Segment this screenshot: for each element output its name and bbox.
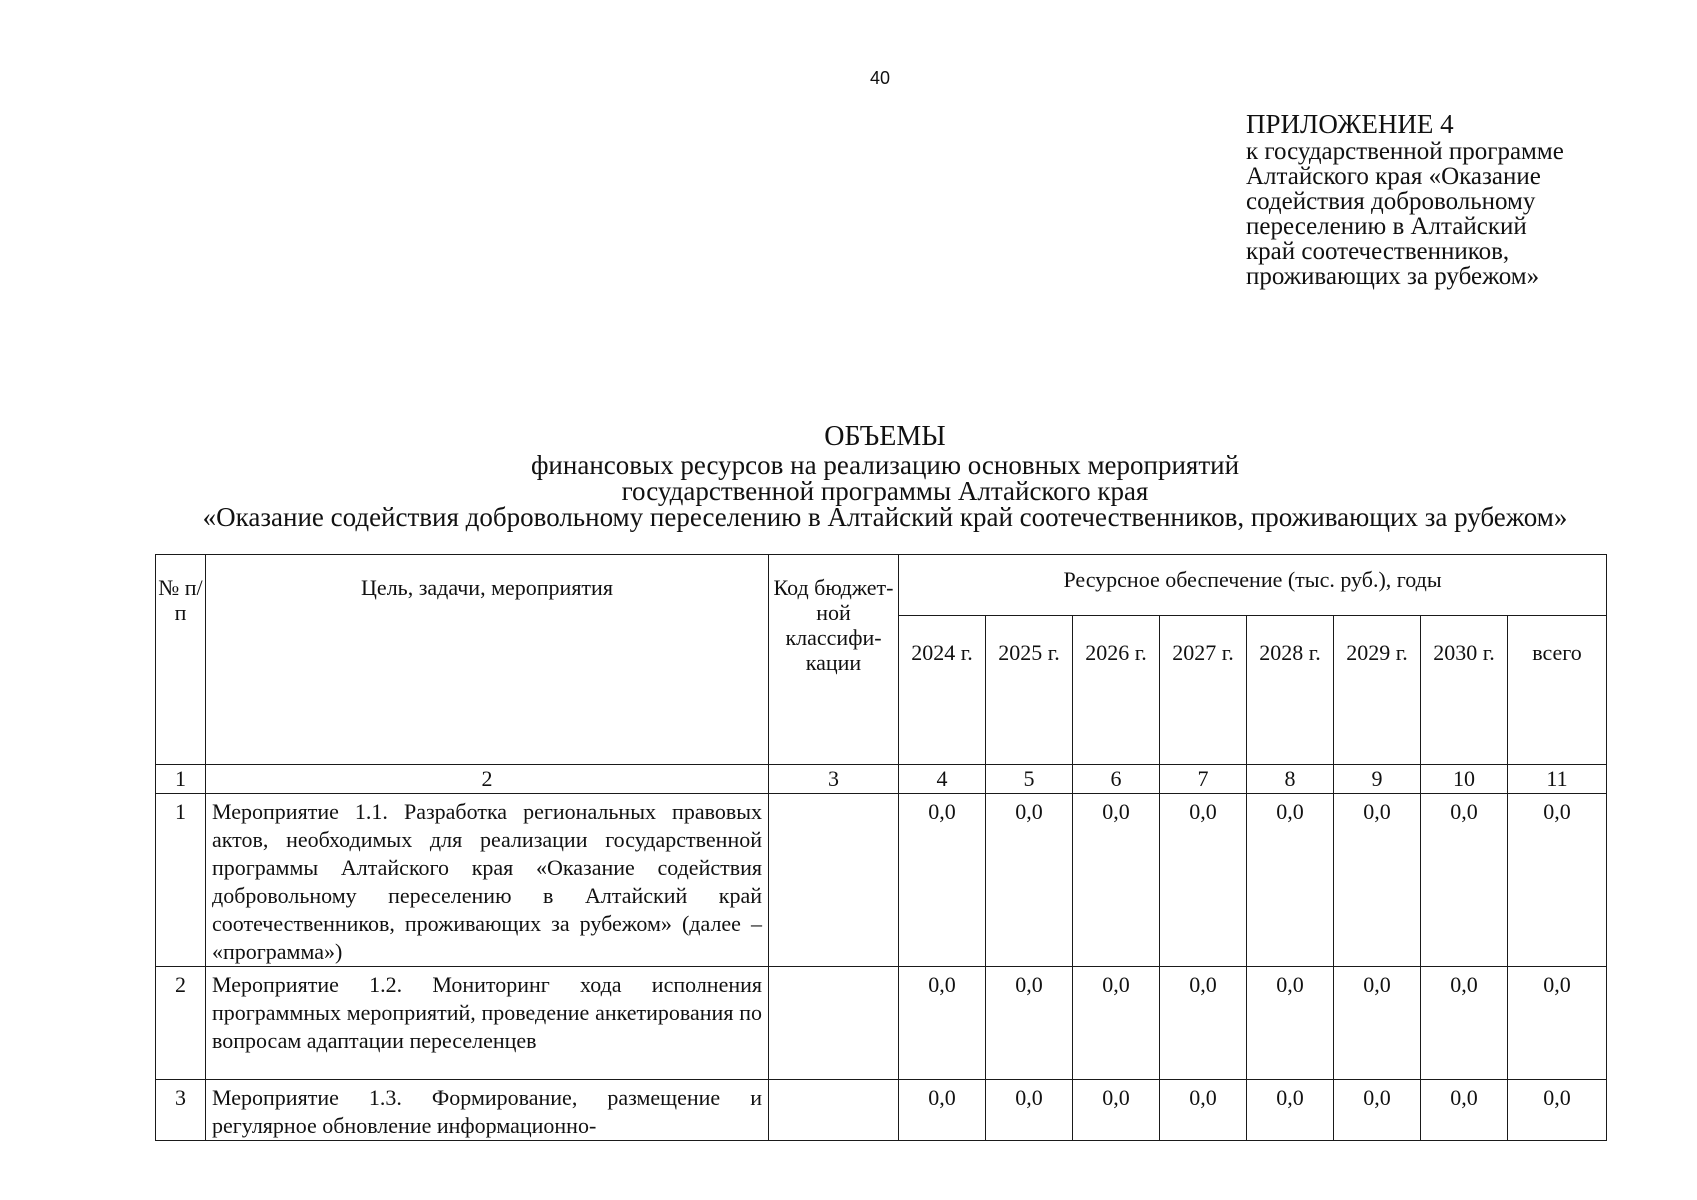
- row-value: 0,0: [1160, 967, 1247, 1080]
- row-number: 1: [156, 794, 206, 967]
- row-value: 0,0: [1247, 794, 1334, 967]
- row-value: 0,0: [986, 794, 1073, 967]
- appendix-line: край соотечественников,: [1246, 238, 1510, 265]
- column-number: 11: [1508, 765, 1607, 794]
- heading-line: финансовых ресурсов на реализацию основных мероприятий: [530, 450, 1240, 480]
- column-number: 9: [1334, 765, 1421, 794]
- appendix-line: к государственной программе: [1246, 138, 1564, 165]
- row-value: 0,0: [1334, 1080, 1421, 1141]
- row-value: 0,0: [1160, 1080, 1247, 1141]
- table-row: [156, 967, 1607, 1080]
- header-num: № п/п: [156, 555, 206, 765]
- column-number: 4: [899, 765, 986, 794]
- row-code: [769, 967, 899, 1080]
- appendix-title: ПРИЛОЖЕНИЕ 4: [1246, 109, 1454, 139]
- appendix-line: Алтайского края «Оказание: [1246, 163, 1541, 190]
- row-value: 0,0: [1247, 967, 1334, 1080]
- column-number: 10: [1421, 765, 1508, 794]
- appendix-block: [1246, 109, 1564, 290]
- row-value: 0,0: [986, 1080, 1073, 1141]
- heading-title: ОБЪЕМЫ: [824, 421, 946, 452]
- row-value: 0,0: [1247, 1080, 1334, 1141]
- heading-line: государственной программы Алтайского края: [621, 476, 1149, 506]
- row-value: 0,0: [1073, 794, 1160, 967]
- row-value: 0,0: [899, 1080, 986, 1141]
- financial-resources-table: [155, 554, 1607, 1141]
- column-number: 1: [156, 765, 206, 794]
- appendix-line: переселению в Алтайский: [1246, 213, 1527, 240]
- column-number-row: [156, 765, 1607, 794]
- row-code: [769, 1080, 899, 1141]
- document-heading: [150, 422, 1620, 530]
- header-year: 2027 г.: [1160, 616, 1247, 765]
- row-number: 3: [156, 1080, 206, 1141]
- row-description: Мероприятие 1.1. Разработка региональных правовых актов, необходимых для реализации государственной программы Алтайского края «Оказание содействия добровольному переселению в Алтайский край соотечественников, проживающих за рубежом» (далее – «программа»): [206, 794, 769, 967]
- header-year: 2025 г.: [986, 616, 1073, 765]
- row-value: 0,0: [1508, 794, 1607, 967]
- row-description: Мероприятие 1.3. Формирование, размещение и регулярное обновление информационно-: [206, 1080, 769, 1141]
- row-description: Мероприятие 1.2. Мониторинг хода исполнения программных мероприятий, проведение анкетирования по вопросам адаптации переселенцев: [206, 967, 769, 1080]
- header-resources: Ресурсное обеспечение (тыс. руб.), годы: [899, 555, 1607, 616]
- row-value: 0,0: [1334, 794, 1421, 967]
- column-number: 6: [1073, 765, 1160, 794]
- column-number: 8: [1247, 765, 1334, 794]
- row-value: 0,0: [1508, 967, 1607, 1080]
- header-total: всего: [1508, 616, 1607, 765]
- header-year: 2030 г.: [1421, 616, 1508, 765]
- header-year: 2028 г.: [1247, 616, 1334, 765]
- row-value: 0,0: [986, 967, 1073, 1080]
- row-value: 0,0: [1421, 794, 1508, 967]
- row-value: 0,0: [1073, 967, 1160, 1080]
- page-number: 40: [870, 68, 891, 88]
- row-value: 0,0: [1508, 1080, 1607, 1141]
- row-code: [769, 794, 899, 967]
- row-value: 0,0: [899, 794, 986, 967]
- appendix-line: содействия добровольному: [1246, 188, 1536, 215]
- header-code: Код бюджет-ной классифи-кации: [769, 555, 899, 765]
- row-value: 0,0: [1073, 1080, 1160, 1141]
- row-value: 0,0: [1160, 794, 1247, 967]
- column-number: 2: [206, 765, 769, 794]
- table-row: [156, 1080, 1607, 1141]
- row-value: 0,0: [1421, 967, 1508, 1080]
- column-number: 3: [769, 765, 899, 794]
- row-value: 0,0: [1334, 967, 1421, 1080]
- heading-line: «Оказание содействия добровольному переселению в Алтайский край соотечественников, проживающих за рубежом»: [202, 502, 1568, 532]
- appendix-line: проживающих за рубежом»: [1246, 263, 1540, 290]
- header-goal: Цель, задачи, мероприятия: [206, 555, 769, 765]
- column-number: 5: [986, 765, 1073, 794]
- header-year: 2024 г.: [899, 616, 986, 765]
- column-number: 7: [1160, 765, 1247, 794]
- row-number: 2: [156, 967, 206, 1080]
- row-value: 0,0: [899, 967, 986, 1080]
- table-row: [156, 794, 1607, 967]
- header-year: 2029 г.: [1334, 616, 1421, 765]
- row-value: 0,0: [1421, 1080, 1508, 1141]
- header-year: 2026 г.: [1073, 616, 1160, 765]
